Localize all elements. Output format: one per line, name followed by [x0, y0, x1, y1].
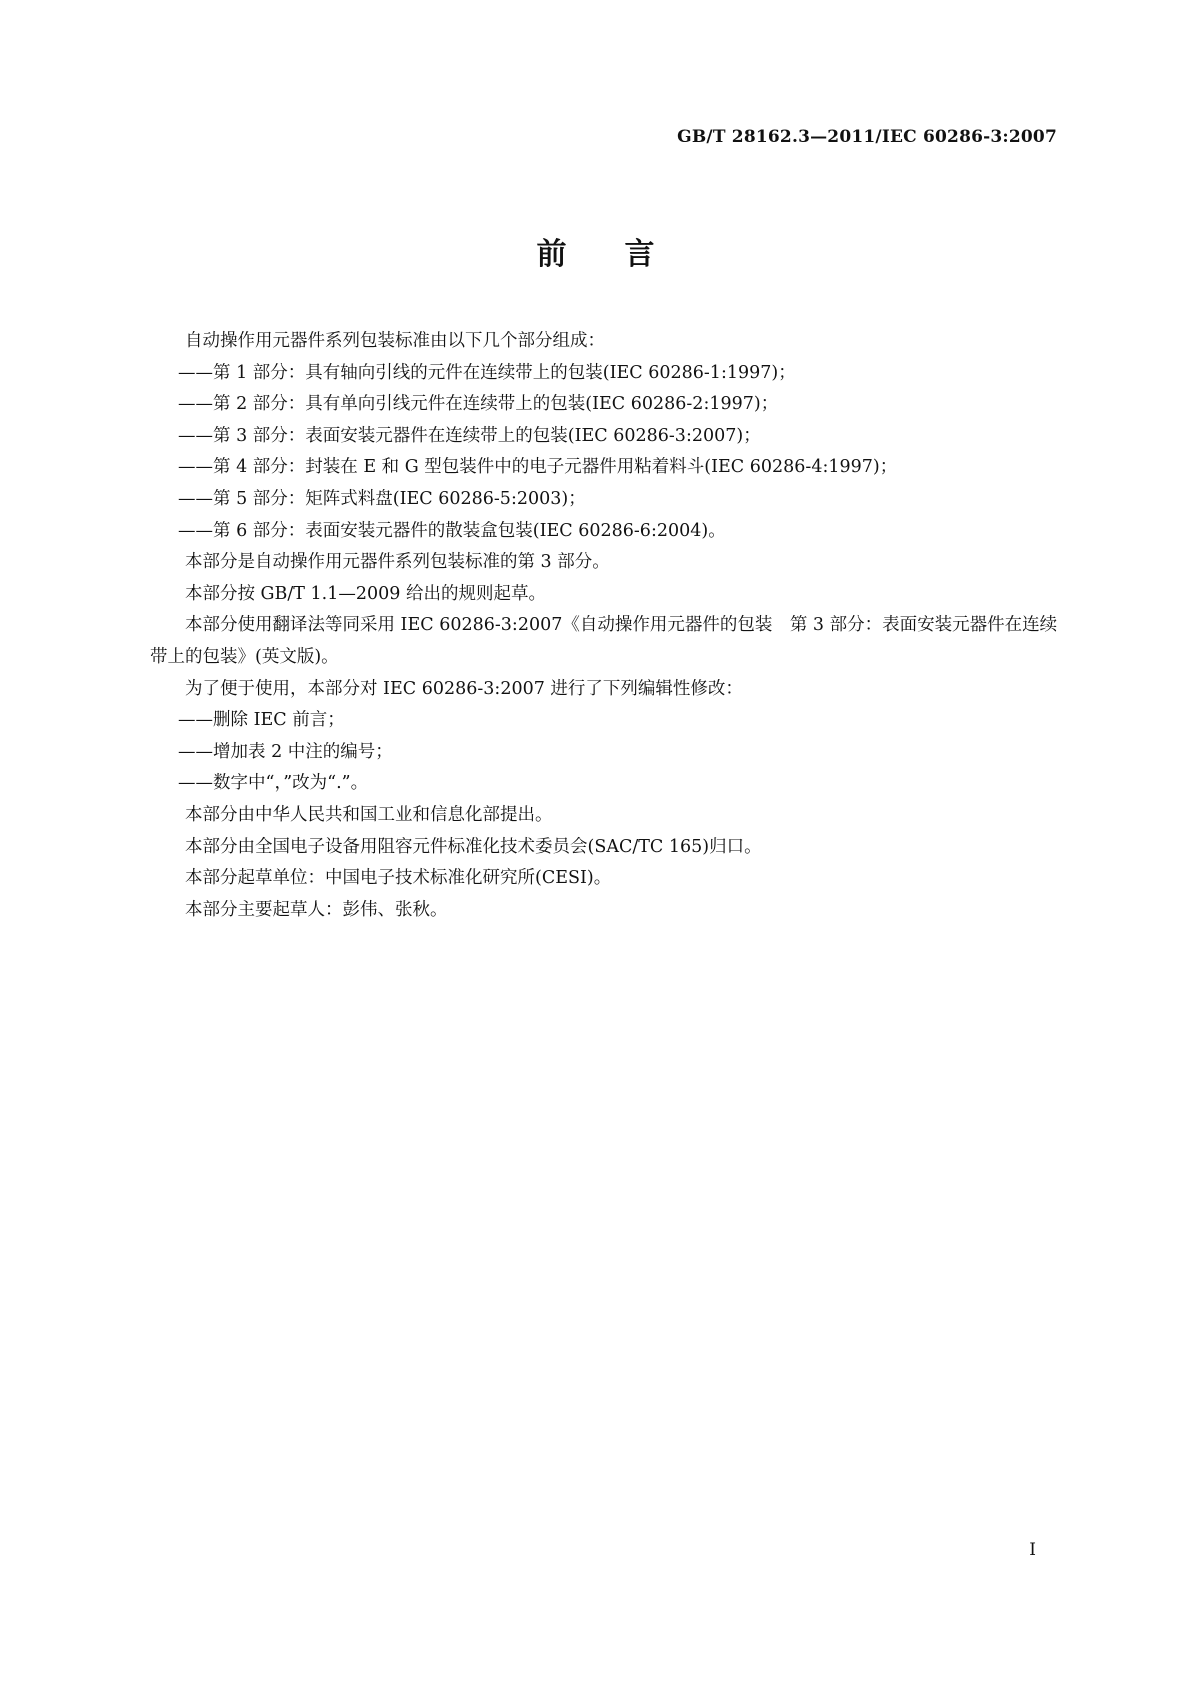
list-item-edit-3: ——数字中“，”改为“.”。 [178, 773, 369, 794]
page-title: 前言 [536, 237, 713, 272]
list-item-part-2: ——第 2 部分：具有单向引线元件在连续带上的包装(IEC 60286-2:1997)； [178, 394, 779, 415]
list-item-part-1: ——第 1 部分：具有轴向引线的元件在连续带上的包装(IEC 60286-1:1997)； [178, 362, 796, 383]
list-item-part-5: ——第 5 部分：矩阵式料盘(IEC 60286-5:2003)； [178, 488, 586, 509]
drafters-paragraph: 本部分主要起草人：彭伟、张秋。 [185, 899, 448, 920]
foreword-body [150, 326, 1058, 926]
proposed-by-paragraph: 本部分由中华人民共和国工业和信息化部提出。 [185, 804, 553, 825]
part-statement-paragraph: 本部分是自动操作用元器件系列包装标准的第 3 部分。 [185, 552, 610, 573]
drafting-unit-paragraph: 本部分起草单位：中国电子技术标准化研究所(CESI)。 [185, 868, 612, 889]
list-item-part-6: ——第 6 部分：表面安装元器件的散装盒包装(IEC 60286-6:2004)。 [178, 520, 726, 541]
translation-paragraph: 本部分使用翻译法等同采用 IEC 60286-3:2007《自动操作用元器件的包装 第 3 部分：表面安装元器件在连续带上的包装》(英文版)。 [150, 615, 1058, 667]
list-item-part-4: ——第 4 部分：封装在 E 和 G 型包装件中的电子元器件用粘着料斗(IEC 60286-4:1997)； [178, 457, 898, 478]
edit-intro-paragraph: 为了便于使用，本部分对 IEC 60286-3:2007 进行了下列编辑性修改： [185, 678, 743, 699]
standard-code [677, 127, 1057, 147]
list-item-edit-1: ——删除 IEC 前言； [178, 710, 345, 731]
standard-code-text: GB/T 28162.3—2011/IEC 60286-3:2007 [677, 127, 1057, 147]
drafting-rule-paragraph: 本部分按 GB/T 1.1—2009 给出的规则起草。 [185, 583, 546, 604]
jurisdiction-paragraph: 本部分由全国电子设备用阻容元件标准化技术委员会(SAC/TC 165)归口。 [185, 836, 762, 857]
intro-paragraph: 自动操作用元器件系列包装标准由以下几个部分组成： [185, 331, 605, 351]
list-item-edit-2: ——增加表 2 中注的编号； [178, 741, 393, 762]
list-item-part-3: ——第 3 部分：表面安装元器件在连续带上的包装(IEC 60286-3:2007)； [178, 425, 761, 446]
page-number: I [1029, 1540, 1036, 1560]
